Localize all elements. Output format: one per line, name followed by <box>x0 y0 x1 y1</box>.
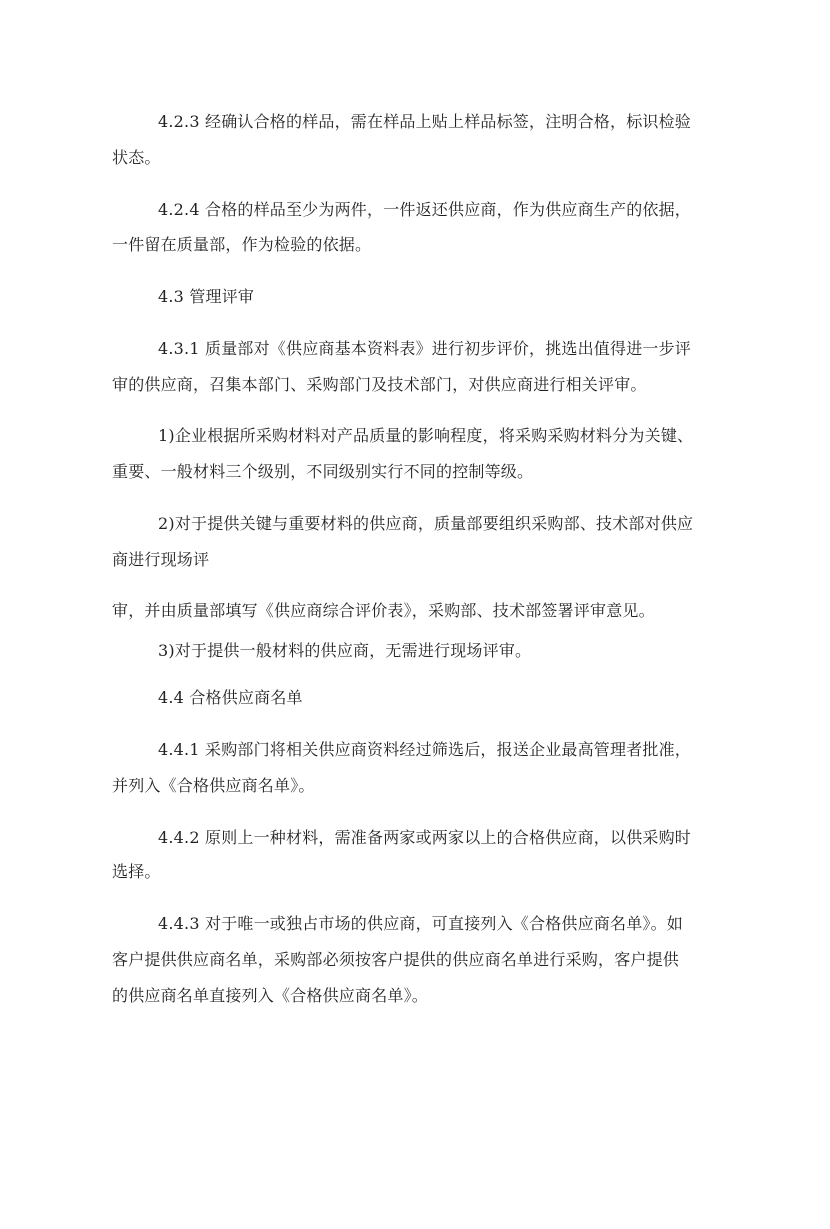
paragraph-line: 4.4.1 采购部门将相关供应商资料经过筛选后，报送企业最高管理者批准， <box>158 740 691 759</box>
paragraph-line: 3)对于提供一般材料的供应商，无需进行现场评审。 <box>158 641 532 660</box>
section-heading: 4.4 合格供应商名单 <box>158 688 303 707</box>
paragraph-line: 审的供应商，召集本部门、采购部门及技术部门，对供应商进行相关评审。 <box>112 375 647 394</box>
paragraph-line: 4.3.1 质量部对《供应商基本资料表》进行初步评价，挑选出值得进一步评 <box>158 339 691 358</box>
watermark <box>308 1051 492 1229</box>
paragraph-line: 并列入《合格供应商名单》。 <box>112 776 315 795</box>
paragraph-line: 1)企业根据所采购材料对产品质量的影响程度，将采购采购材料分为关键、 <box>158 426 694 445</box>
paragraph-line: 的供应商名单直接列入《合格供应商名单》。 <box>112 986 429 1005</box>
paragraph-line: 4.2.4 合格的样品至少为两件，一件返还供应商，作为供应商生产的依据， <box>158 200 691 219</box>
paragraph-line: 4.4.2 原则上一种材料，需准备两家或两家以上的合格供应商，以供采购时 <box>158 828 691 847</box>
paragraph-line: 4.2.3 经确认合格的样品，需在样品上贴上样品标签，注明合格，标识检验 <box>158 112 691 131</box>
section-heading: 4.3 管理评审 <box>158 287 255 306</box>
paragraph-line: 一件留在质量部，作为检验的依据。 <box>112 235 372 254</box>
paragraph-line: 4.4.3 对于唯一或独占市场的供应商，可直接列入《合格供应商名单》。如 <box>158 914 683 933</box>
paragraph-line: 2)对于提供关键与重要材料的供应商，质量部要组织采购部、技术部对供应 <box>158 514 694 533</box>
paragraph-line: 重要、一般材料三个级别，不同级别实行不同的控制等级。 <box>112 462 534 481</box>
paragraph-line: 选择。 <box>112 862 161 881</box>
paragraph-line: 客户提供供应商名单，采购部必须按客户提供的供应商名单进行采购，客户提供 <box>112 950 680 969</box>
paragraph-line: 状态。 <box>112 148 161 167</box>
paragraph-line: 审，并由质量部填写《供应商综合评价表》，采购部、技术部签署评审意见。 <box>112 601 655 620</box>
paragraph-line: 商进行现场评 <box>112 550 210 569</box>
